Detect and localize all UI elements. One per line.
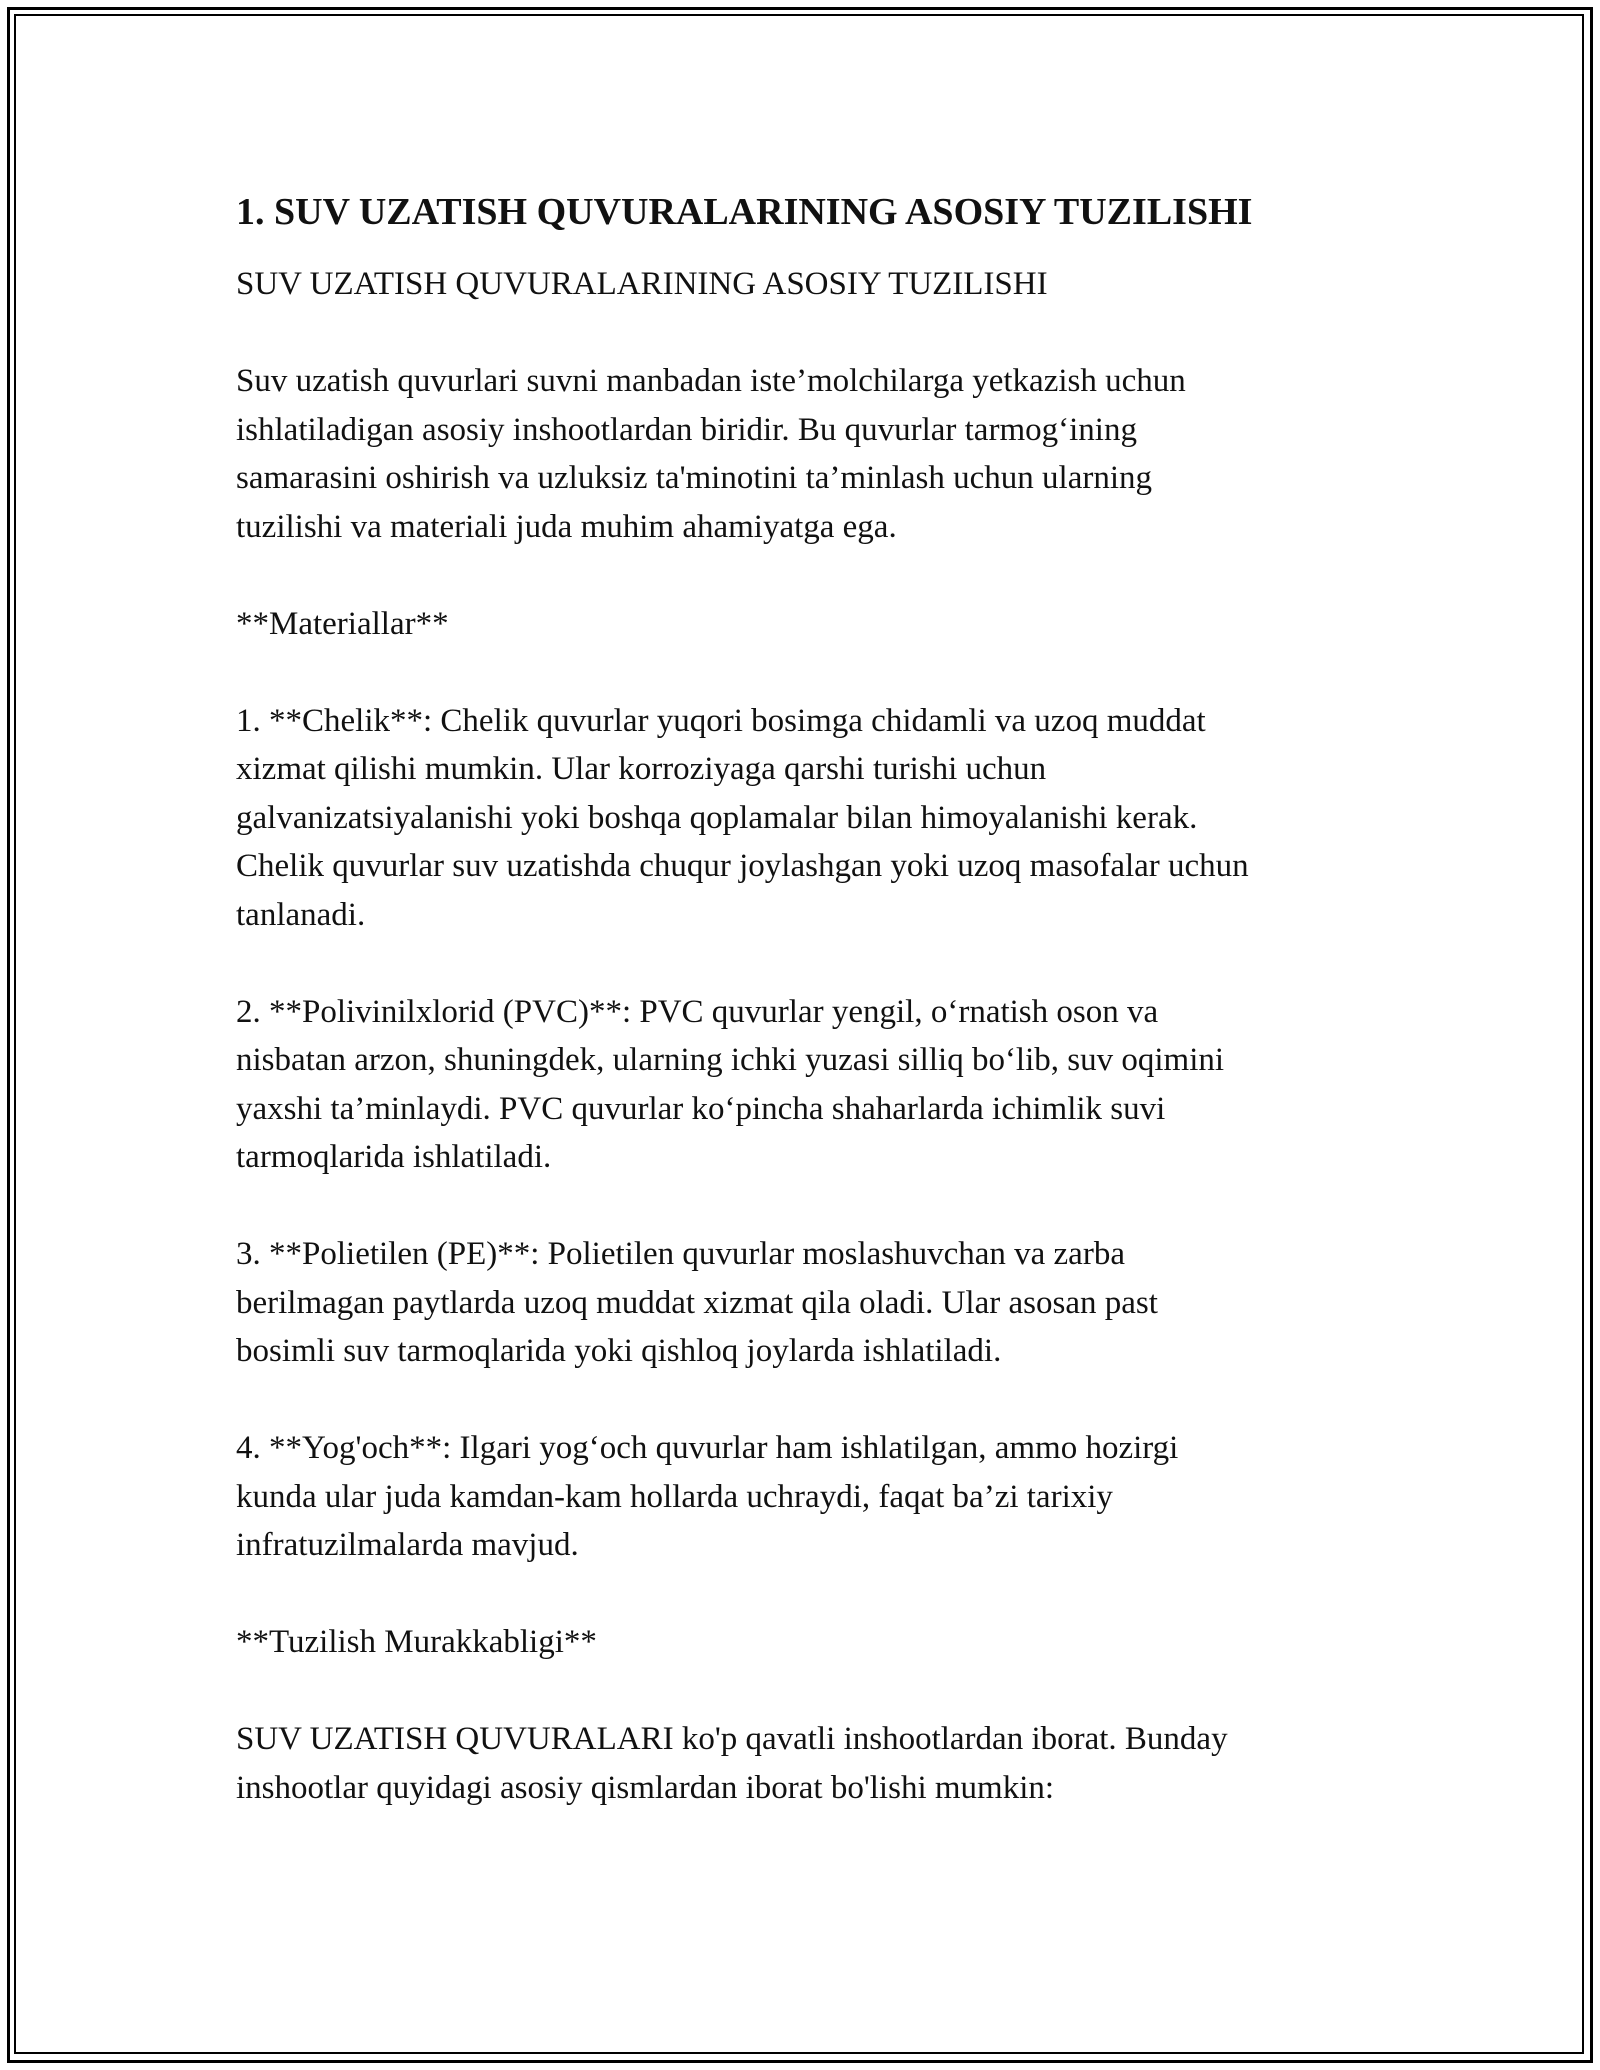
section-heading: 1. SUV UZATISH QUVURALARINING ASOSIY TUZILISHI	[236, 191, 1253, 233]
structure-heading: **Tuzilish Murakkabligi**	[236, 1624, 597, 1660]
structure-paragraph: SUV UZATISH QUVURALARI ko'p qavatli inshootlardan iborat. Bunday inshootlar quyidagi asosiy qismlardan iborat bo'lishi mumkin:	[236, 1721, 1228, 1806]
pvc-paragraph: 2. **Polivinilxlorid (PVC)**: PVC quvurlar yengil, o‘rnatish oson va nisbatan arzon, shuningdek, ularning ichki yuzasi silliq bo‘lib, suv oqimini yaxshi ta’minlaydi. PVC quvurlar ko‘pincha shaharlarda ichimlik suvi tarmoqlarida ishlatiladi.	[236, 993, 1225, 1175]
document-body	[236, 186, 1386, 1861]
section-subtitle: SUV UZATISH QUVURALARINING ASOSIY TUZILISHI	[236, 266, 1048, 302]
materials-heading: **Materiallar**	[236, 605, 449, 642]
wood-paragraph: 4. **Yog'och**: Ilgari yog‘och quvurlar ham ishlatilgan, ammo hozirgi kunda ular juda kamdan-kam hollarda uchraydi, faqat ba’zi tarixiy infratuzilmalarda mavjud.	[236, 1430, 1179, 1563]
pe-paragraph: 3. **Polietilen (PE)**: Polietilen quvurlar moslashuvchan va zarba berilmagan paytlarda uzoq muddat xizmat qila oladi. Ular asosan past bosimli suv tarmoqlarida yoki qishloq joylarda ishlatiladi.	[236, 1236, 1158, 1369]
steel-paragraph: 1. **Chelik**: Chelik quvurlar yuqori bosimga chidamli va uzoq muddat xizmat qilishi mumkin. Ular korroziyaga qarshi turishi uchun galvanizatsiyalanishi yoki boshqa qoplamalar bilan himoyalanishi kerak. Chelik quvurlar suv uzatishda chuqur joylashgan yoki uzoq masofalar uchun tanlanadi.	[236, 702, 1249, 933]
intro-paragraph: Suv uzatish quvurlari suvni manbadan iste’molchilarga yetkazish uchun ishlatiladigan asosiy inshootlardan biridir. Bu quvurlar tarmog‘ining samarasini oshirish va uzluksiz ta'minotini ta’minlash uchun ularning tuzilishi va materiali juda muhim ahamiyatga ega.	[236, 363, 1186, 545]
